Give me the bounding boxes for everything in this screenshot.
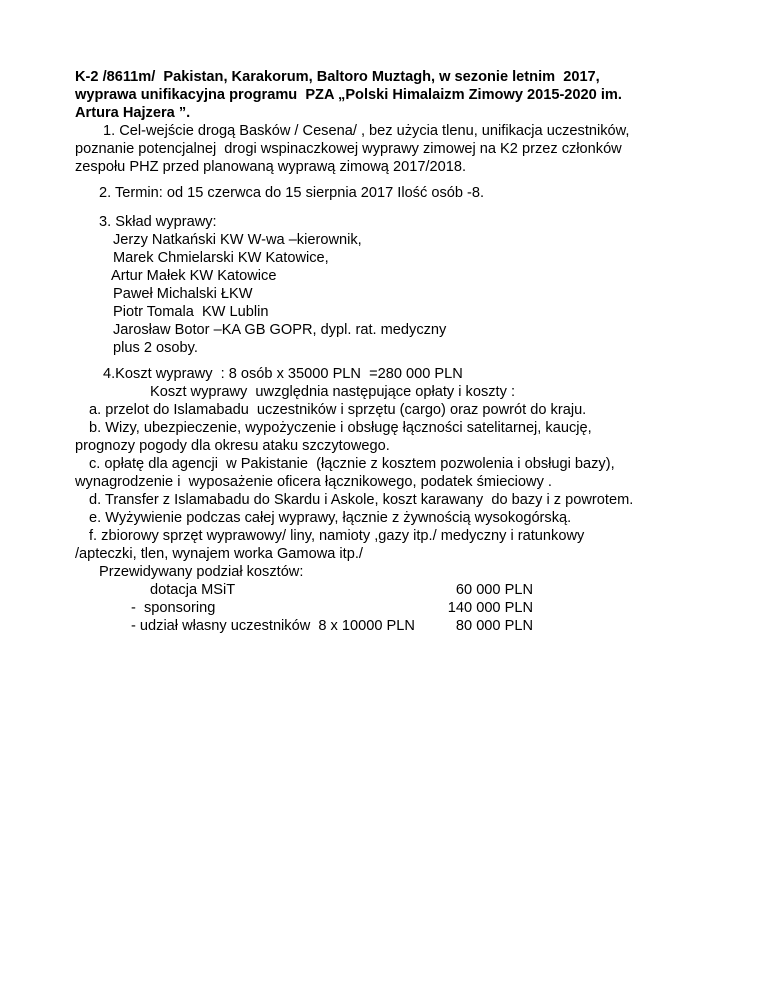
cost-split-amount: 60 000 PLN [455,582,533,598]
cost-item-e: e. Wyżywienie podczas całej wyprawy, łącznie z żywnością wysokogórską. [89,510,572,526]
term-line: 2. Termin: od 15 czerwca do 15 sierpnia 2017 Ilość osób -8. [99,185,485,201]
cost-item-b-line-1: b. Wizy, ubezpieczenie, wypożyczenie i obsługę łączności satelitarnej, kaucję, [89,420,592,436]
cost-intro: Koszt wyprawy uwzględnia następujące opłaty i koszty : [150,384,516,400]
team-member: Marek Chmielarski KW Katowice, [113,250,329,266]
cost-item-c-line-1: c. opłatę dla agencji w Pakistanie (łącznie z kosztem pozwolenia i obsługi bazy), [89,456,615,472]
cost-split-label: dotacja MSiT [150,582,236,598]
title-line-1: K-2 /8611m/ Pakistan, Karakorum, Baltoro Muztagh, w sezonie letnim 2017, [75,69,600,85]
cost-item-f-line-1: f. zbiorowy sprzęt wyprawowy/ liny, namioty ,gazy itp./ medyczny i ratunkowy [89,528,585,544]
team-heading: 3. Skład wyprawy: [99,214,217,230]
team-member: Paweł Michalski ŁKW [113,286,253,302]
title-line-2: wyprawa unifikacyjna programu PZA „Polski Himalaizm Zimowy 2015-2020 im. [75,87,622,103]
team-member: Piotr Tomala KW Lublin [113,304,269,320]
title-line-3: Artura Hajzera ”. [75,105,191,121]
cost-item-b-line-2: prognozy pogody dla okresu ataku szczytowego. [75,438,390,454]
team-member: plus 2 osoby. [113,340,198,356]
cost-split-label: - sponsoring [131,600,216,616]
cost-split-amount: 140 000 PLN [447,600,533,616]
cost-item-d: d. Transfer z Islamabadu do Skardu i Askole, koszt karawany do bazy i z powrotem. [89,492,634,508]
cost-heading: 4.Koszt wyprawy : 8 osób x 35000 PLN =280 000 PLN [103,366,463,382]
cost-split-label: - udział własny uczestników 8 x 10000 PLN [131,618,415,634]
cost-split-amount: 80 000 PLN [455,618,533,634]
team-member: Jerzy Natkański KW W-wa –kierownik, [113,232,362,248]
goal-line-1: 1. Cel-wejście drogą Basków / Cesena/ , bez użycia tlenu, unifikacja uczestników, [103,123,630,139]
cost-split-heading: Przewidywany podział kosztów: [99,564,304,580]
cost-item-a: a. przelot do Islamabadu uczestników i sprzętu (cargo) oraz powrót do kraju. [89,402,587,418]
team-member: Jarosław Botor –KA GB GOPR, dypl. rat. medyczny [113,322,447,338]
cost-item-c-line-2: wynagrodzenie i wyposażenie oficera łącznikowego, podatek śmieciowy . [75,474,552,490]
goal-line-3: zespołu PHZ przed planowaną wyprawą zimową 2017/2018. [75,159,467,175]
team-member: Artur Małek KW Katowice [111,268,277,284]
cost-item-f-line-2: /apteczki, tlen, wynajem worka Gamowa itp./ [75,546,363,562]
goal-line-2: poznanie potencjalnej drogi wspinaczkowej wyprawy zimowej na K2 przez członków [75,141,622,157]
